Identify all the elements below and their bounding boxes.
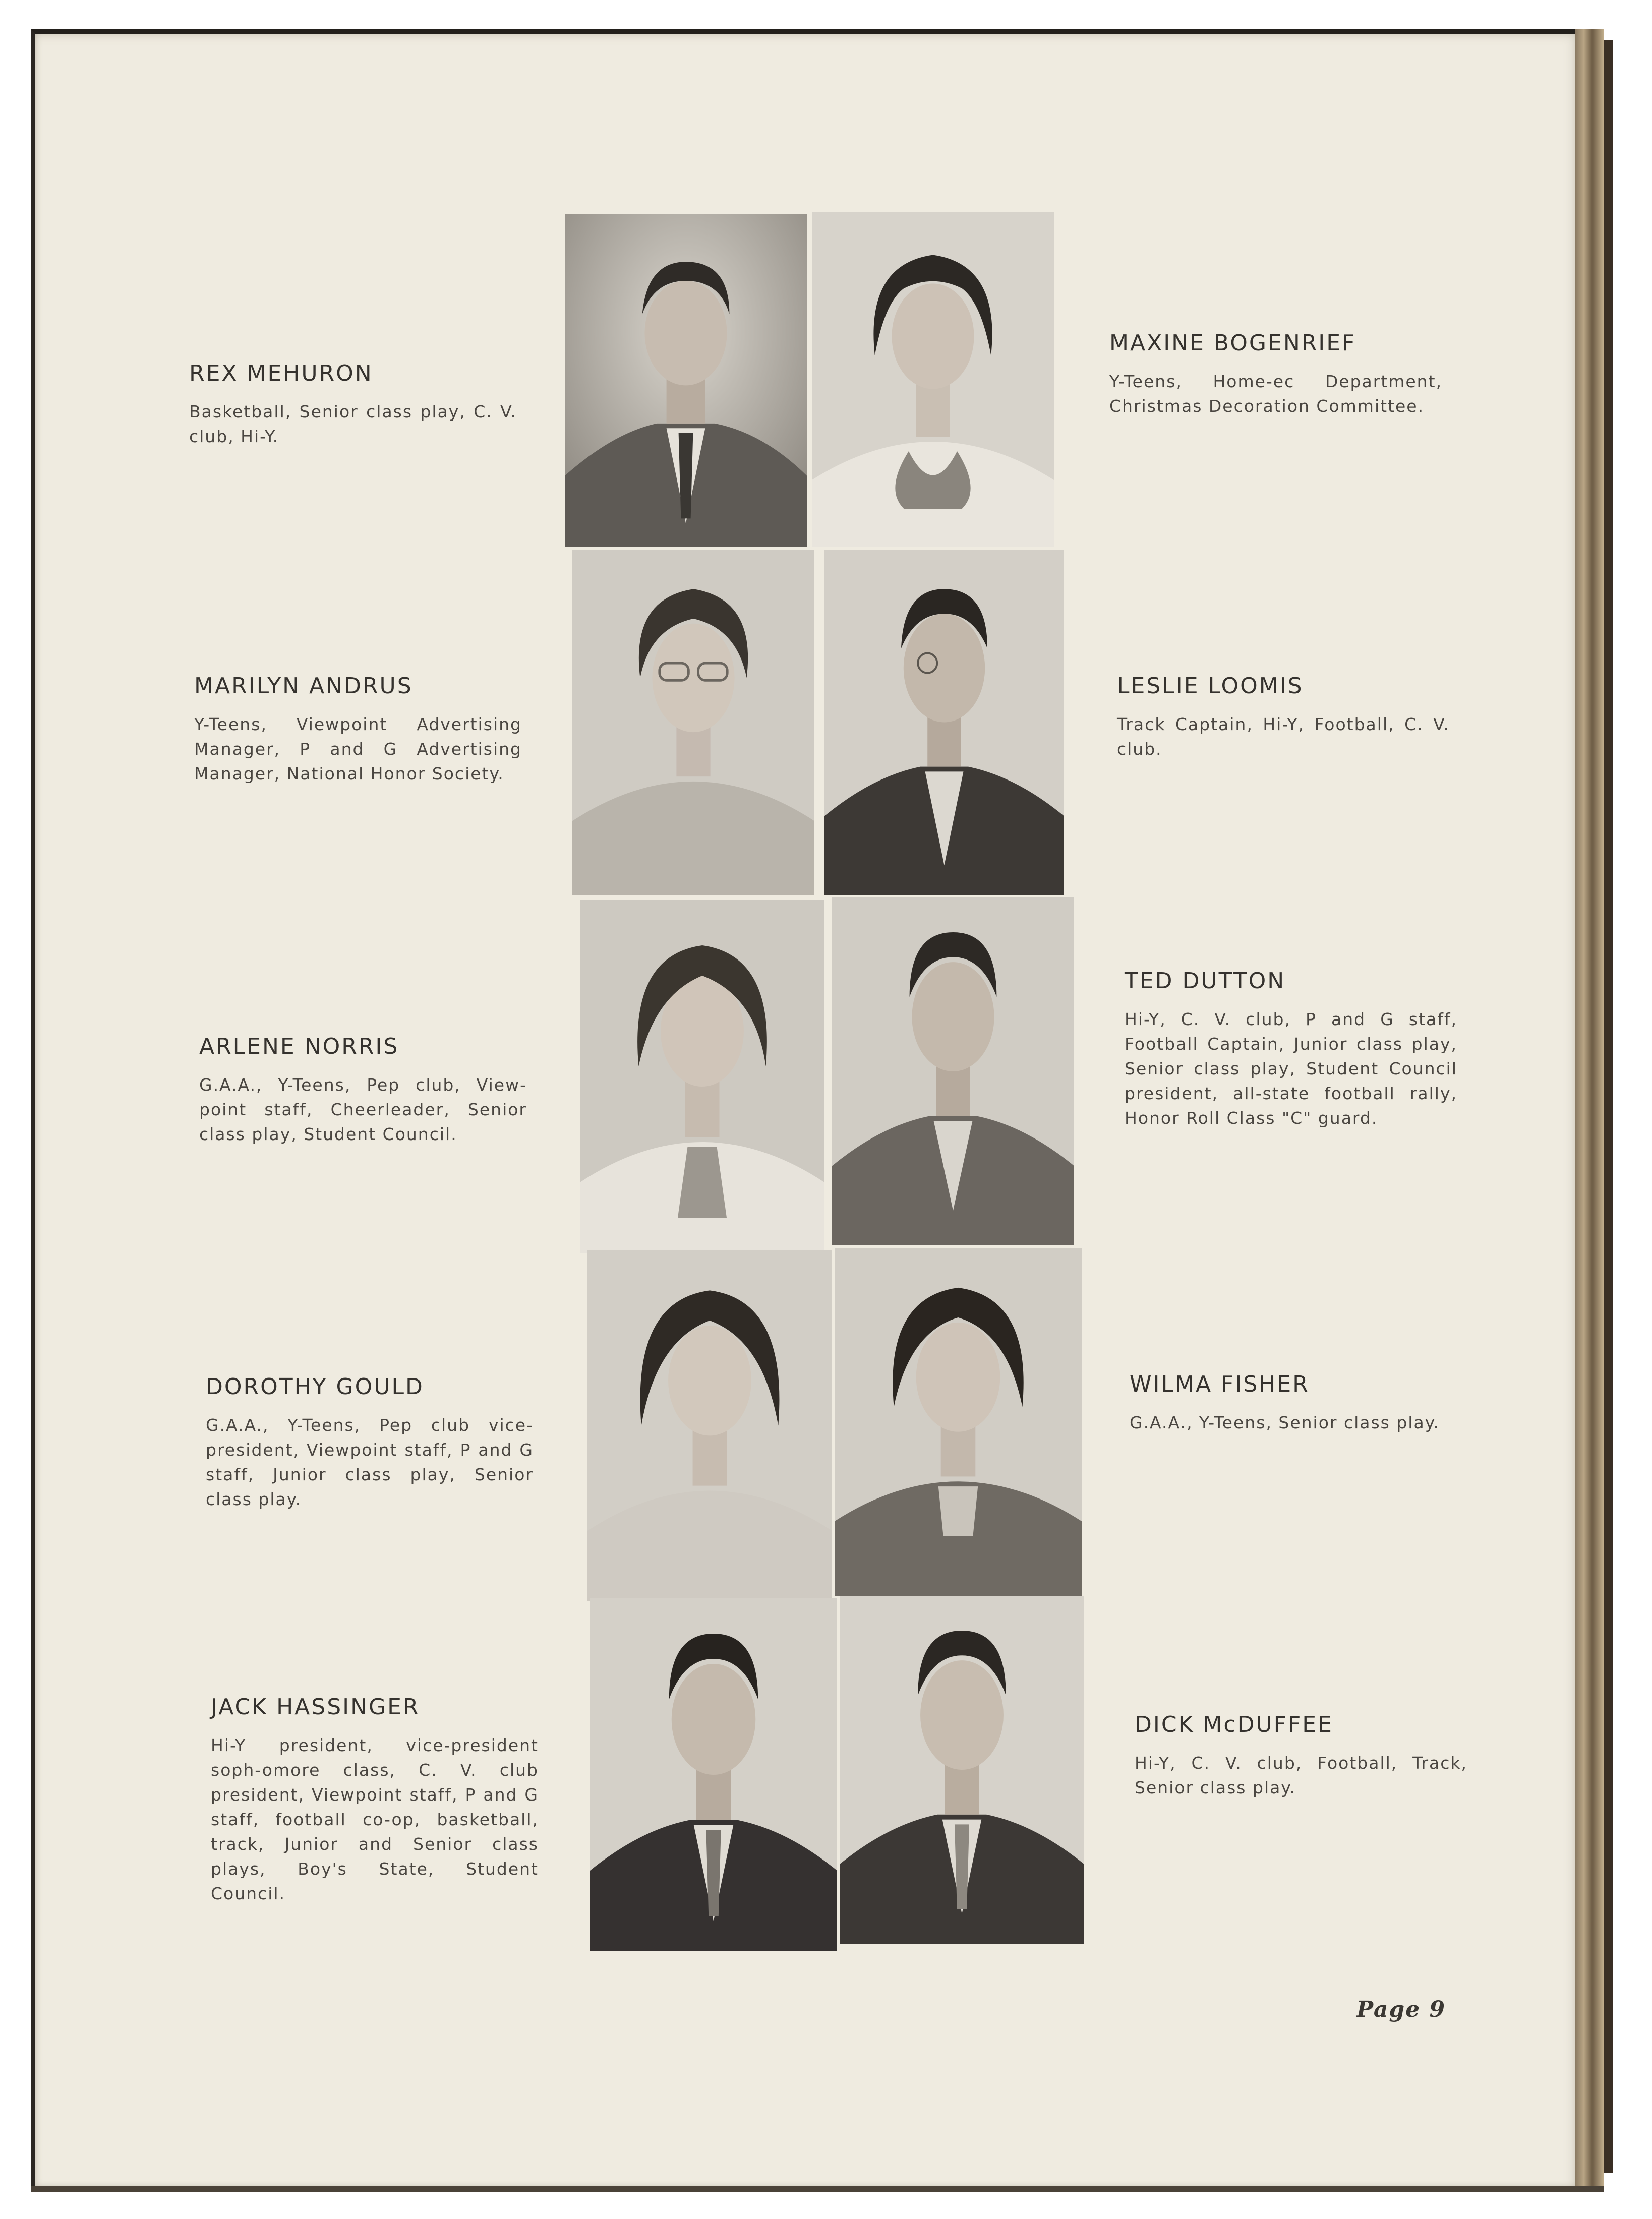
caption-wilma-fisher <box>1130 1371 1462 1435</box>
caption-maxine-bogenrief <box>1109 330 1442 418</box>
student-name: TED DUTTON <box>1125 968 1286 994</box>
portrait-marilyn-andrus <box>572 550 814 895</box>
binding-edge <box>1604 40 1613 2173</box>
portrait-rex-mehuron <box>565 214 807 547</box>
portrait-dick-mcduffee <box>840 1596 1084 1944</box>
student-activities: G.A.A., Y-Teens, Pep club, View-point staff, Cheerleader, Senior class play, Student Council. <box>199 1075 527 1144</box>
student-activities: Hi-Y, C. V. club, Football, Track, Senior class play. <box>1135 1753 1467 1797</box>
portrait-wilma-fisher <box>835 1248 1082 1596</box>
caption-leslie-loomis <box>1117 673 1450 761</box>
student-activities: Basketball, Senior class play, C. V. club, Hi-Y. <box>189 402 517 446</box>
portrait-dorothy-gould <box>587 1250 832 1601</box>
portrait-jack-hassinger <box>590 1598 837 1951</box>
student-activities: Hi-Y president, vice-president soph-omore class, C. V. club president, Viewpoint staff, P and G staff, football co-op, basketball, track, Junior and Senior class plays, Boy's State, Student Council. <box>211 1735 539 1903</box>
portrait-maxine-bogenrief <box>812 212 1054 547</box>
portrait-arlene-norris <box>580 900 824 1253</box>
student-activities: Hi-Y, C. V. club, P and G staff, Football Captain, Junior class play, Senior class play, Student Council president, all-state football rally, Honor Roll Class "C" guard. <box>1125 1009 1457 1128</box>
student-name: MAXINE BOGENRIEF <box>1109 330 1356 356</box>
caption-jack-hassinger <box>211 1694 539 1906</box>
student-activities: G.A.A., Y-Teens, Senior class play. <box>1130 1413 1440 1432</box>
caption-marilyn-andrus <box>194 673 522 786</box>
portrait-leslie-loomis <box>824 550 1064 895</box>
student-name: JACK HASSINGER <box>211 1694 420 1720</box>
caption-dick-mcduffee <box>1135 1712 1467 1800</box>
caption-arlene-norris <box>199 1034 527 1147</box>
student-name: LESLIE LOOMIS <box>1117 673 1304 699</box>
page-bottom-edge <box>31 2186 1604 2192</box>
student-name: REX MEHURON <box>189 361 373 386</box>
student-activities: G.A.A., Y-Teens, Pep club vice-president, Viewpoint staff, P and G staff, Junior class play, Senior class play. <box>206 1415 534 1509</box>
book-binding <box>1575 29 1604 2186</box>
student-activities: Y-Teens, Home-ec Department, Christmas Decoration Committee. <box>1109 372 1442 416</box>
student-name: DICK McDUFFEE <box>1135 1712 1333 1737</box>
student-name: WILMA FISHER <box>1130 1371 1310 1397</box>
caption-rex-mehuron <box>189 361 517 449</box>
caption-dorothy-gould <box>206 1374 534 1512</box>
page-number: Page 9 <box>1356 1997 1446 2022</box>
student-activities: Track Captain, Hi-Y, Football, C. V. club. <box>1117 714 1450 759</box>
caption-ted-dutton <box>1125 968 1457 1130</box>
student-name: ARLENE NORRIS <box>199 1034 399 1059</box>
portrait-ted-dutton <box>832 897 1074 1245</box>
student-name: DOROTHY GOULD <box>206 1374 424 1400</box>
student-name: MARILYN ANDRUS <box>194 673 413 699</box>
student-activities: Y-Teens, Viewpoint Advertising Manager, P and G Advertising Manager, National Honor Society. <box>194 714 522 784</box>
